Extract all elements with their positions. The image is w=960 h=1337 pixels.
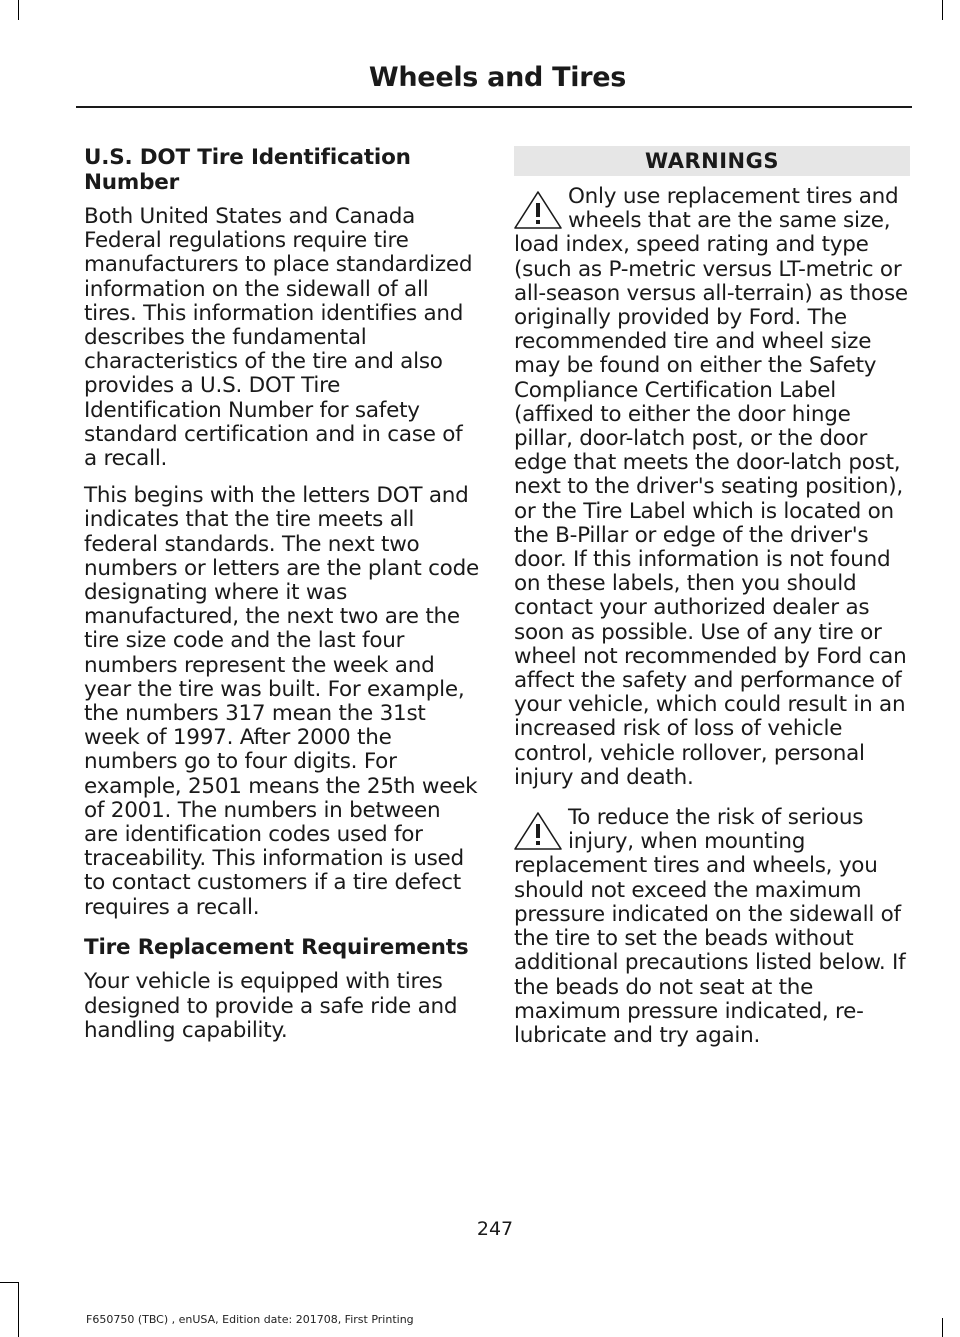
warning-text: Only use replacement tires and wheels that are the same size, load index, speed rating and type (such as P-metric versus LT-metric or all-season versus all-terrain) as those originally provided by Ford. The recommended tire and wheel size may be found on either the Safety Compliance Certification Label (affixed to either the door hinge pillar, door-latch post, or the door edge that meets the door-latch post, next to the driver's seating position), or the Tire Label which is located on the B-Pillar or edge of the driver's door. If this information is not found on these labels, then you should contact your authorized dealer as soon as possible. Use of any tire or wheel not recommended by Ford can affect the safety and performance of your vehicle, which could result in an increased risk of loss of vehicle control, vehicle rollover, personal injury and death. [514, 184, 908, 790]
section-heading-dot-tin: U.S. DOT Tire Identification Number [84, 145, 411, 195]
warning-triangle-icon [512, 189, 564, 231]
warning-item [514, 806, 910, 1048]
crop-mark-bottom-left [18, 1282, 19, 1337]
warnings-banner: WARNINGS [514, 146, 910, 176]
header-divider [76, 106, 912, 108]
warning-item [514, 185, 910, 790]
paragraph: Both United States and Canada Federal regulations require tire manufacturers to place standardized information on the sidewall of all tires. This information identifies and describes the fundamental characteristics of the tire and also provides a U.S. DOT Tire Identification Number for safety standard certification and in case of a recall. [84, 204, 473, 472]
paragraph: Your vehicle is equipped with tires designed to provide a safe ride and handling capability. [84, 969, 458, 1043]
crop-mark-bottom-right [942, 1318, 943, 1337]
warning-triangle-icon [512, 810, 564, 852]
right-column [514, 146, 910, 1062]
warning-text: To reduce the risk of serious injury, when mounting replacement tires and wheels, you should not exceed the maximum pressure indicated on the sidewall of the tire to set the beads without additional precautions listed below. If the beads do not seat at the maximum pressure indicated, re-lubricate and try again. [514, 805, 906, 1048]
left-column [84, 146, 480, 1056]
page-title: Wheels and Tires [368, 62, 626, 93]
crop-mark-top-right [942, 0, 943, 20]
crop-mark-bottom-left-h [0, 1282, 18, 1283]
page-number: 247 [476, 1218, 514, 1240]
section-heading-tire-replacement: Tire Replacement Requirements [84, 934, 469, 960]
edition-footer: F650750 (TBC) , enUSA, Edition date: 201708, First Printing [86, 1313, 414, 1326]
crop-mark-top-left [18, 0, 19, 20]
paragraph: This begins with the letters DOT and indicates that the tire meets all federal standards. The next two numbers or letters are the plant code designating where it was manufactured, the next two are the tire size code and the last four numbers represent the week and year the tire was built. For example, the numbers 317 mean the 31st week of 1997. After 2000 the numbers go to four digits. For example, 2501 means the 25th week of 2001. The numbers in between are identification codes used for traceability. This information is used to contact customers if a tire defect requires a recall. [84, 483, 479, 920]
